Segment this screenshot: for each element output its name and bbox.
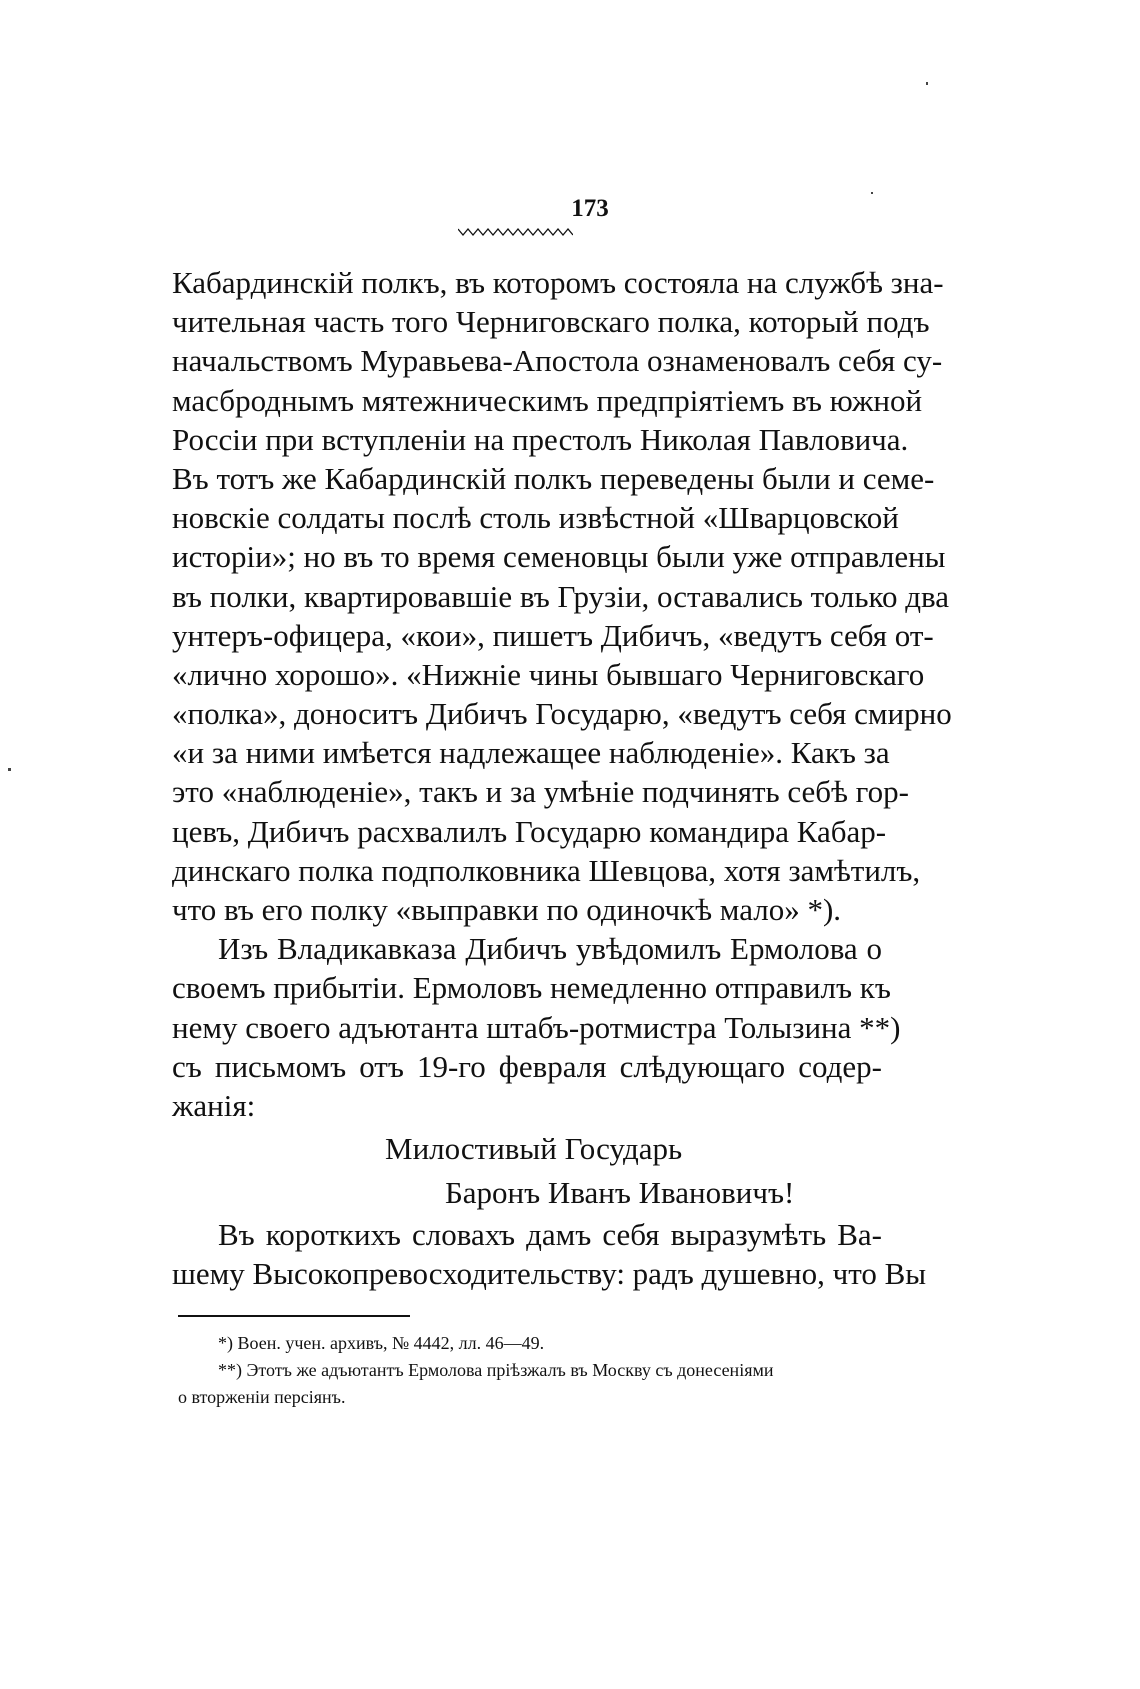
body-line: Въ тотъ же Кабардинскій полкъ переведены были и семе- xyxy=(172,460,935,496)
body-line: Россіи при вступленіи на престолъ Николая Павловича. xyxy=(172,421,909,457)
scan-speck xyxy=(926,82,928,85)
salutation-line-1: Милостивый Государь xyxy=(385,1131,683,1166)
body-line: нему своего адъютанта штабъ-ротмистра Толызина **) xyxy=(172,1009,901,1045)
body-line: «и за ними имѣется надлежащее наблюденіе». Какъ за xyxy=(172,735,890,771)
page-number-ornament xyxy=(458,227,573,237)
page-number: 173 xyxy=(571,195,609,222)
body-line: своемъ прибытіи. Ермоловъ немедленно отправилъ къ xyxy=(172,970,891,1006)
body-line: съ письмомъ отъ 19-го февраля слѣдующаго содер- xyxy=(172,1048,882,1084)
scan-speck xyxy=(8,768,11,771)
body-line: Изъ Владикавказа Дибичъ увѣдомилъ Ермолова о xyxy=(218,931,882,967)
body-line: начальствомъ Муравьева-Апостола ознаменовалъ себя су- xyxy=(172,343,943,379)
body-line: цевъ, Дибичъ расхвалилъ Государю командира Кабар- xyxy=(172,813,887,849)
body-line: динскаго полка подполковника Шевцова, хотя замѣтилъ, xyxy=(172,852,921,888)
body-line: «полка», доноситъ Дибичъ Государю, «ведутъ себя смирно xyxy=(172,696,952,732)
body-line: масброднымъ мятежническимъ предпріятіемъ въ южной xyxy=(172,382,923,418)
body-line: въ полки, квартировавшіе въ Грузіи, оставались только два xyxy=(172,578,950,614)
footnote-1: *) Воен. учен. архивъ, № 4442, лл. 46—49. xyxy=(218,1333,545,1353)
body-line: новскіе солдаты послѣ столь извѣстной «Шварцовской xyxy=(172,500,899,536)
footnote-2-line-2: о вторженіи персіянъ. xyxy=(178,1387,346,1407)
salutation-line-2: Баронъ Иванъ Ивановичъ! xyxy=(445,1175,795,1210)
body-line: жанія: xyxy=(172,1087,256,1123)
footnote-2-line-1: **) Этотъ же адъютантъ Ермолова пріѣзжалъ въ Москву съ донесеніями xyxy=(218,1360,774,1380)
footnote-rule xyxy=(178,1315,410,1317)
body-line: Кабардинскій полкъ, въ которомъ состояла на службѣ зна- xyxy=(172,265,944,300)
body-line: унтеръ-офицера, «кои», пишетъ Дибичъ, «ведутъ себя от- xyxy=(172,617,934,653)
footnotes xyxy=(178,1330,878,1411)
letter-text xyxy=(172,1215,927,1293)
body-line: это «наблюденіе», такъ и за умѣніе подчинять себѣ гор- xyxy=(172,774,909,810)
letter-line: Въ короткихъ словахъ дамъ себя выразумѣть Ва- xyxy=(218,1217,882,1252)
scan-speck xyxy=(871,192,873,194)
body-line: исторіи»; но въ то время семеновцы были уже отправлены xyxy=(172,539,946,575)
letter-line: шему Высокопревосходительству: радъ душевно, что Вы xyxy=(172,1256,927,1292)
body-line: «лично хорошо». «Нижніе чины бывшаго Черниговскаго xyxy=(172,656,925,692)
body-line: чительная часть того Черниговскаго полка, который подъ xyxy=(172,304,930,340)
body-text xyxy=(172,263,952,1125)
body-line: что въ его полку «выправки по одиночкѣ мало» *). xyxy=(172,892,842,927)
